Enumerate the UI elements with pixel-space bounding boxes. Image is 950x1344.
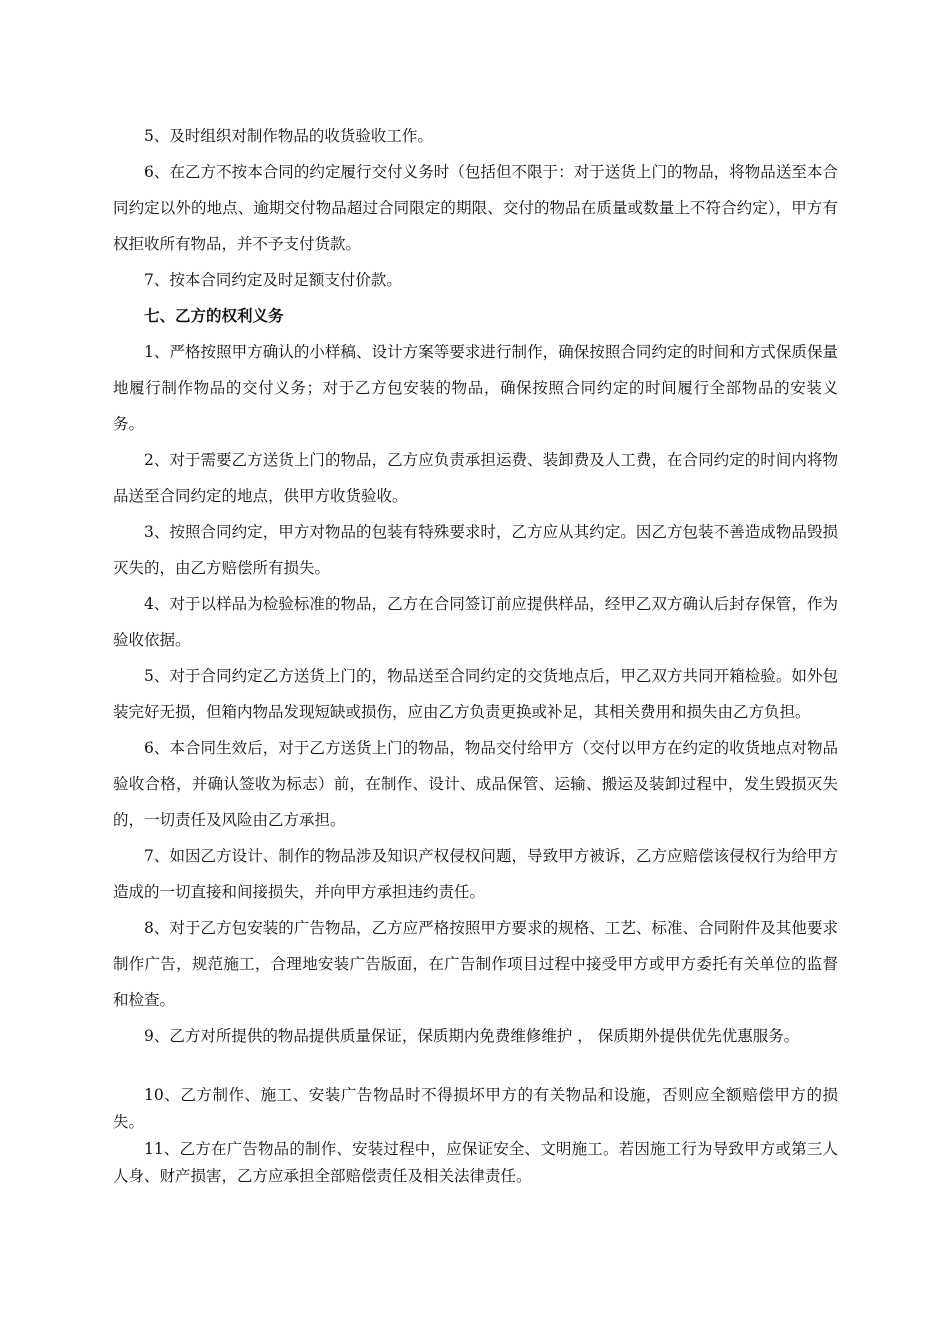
clause-6-6: 6、在乙方不按本合同的约定履行交付义务时（包括但不限于：对于送货上门的物品，将物品送至本合同约定以外的地点、逾期交付物品超过合同限定的期限、交付的物品在质量或数量上不符合约定），甲方有权拒收所有物品，并不予支付货款。 [113, 163, 838, 253]
clause-7-11: 11、乙方在广告物品的制作、安装过程中，应保证安全、文明施工。若因施工行为导致甲方或第三人人身、财产损害，乙方应承担全部赔偿责任及相关法律责任。 [113, 1140, 838, 1185]
clause-7-4: 4、对于以样品为检验标准的物品，乙方在合同签订前应提供样品，经甲乙双方确认后封存保管，作为验收依据。 [113, 595, 838, 649]
clause-7-9: 9、乙方对所提供的物品提供质量保证，保质期内免费维修维护 ， 保质期外提供优先优惠服务。 [144, 1027, 800, 1045]
clause-6-7: 7、按本合同约定及时足额支付价款。 [144, 271, 402, 289]
clause-7-6: 6、本合同生效后，对于乙方送货上门的物品，物品交付给甲方（交付以甲方在约定的收货地点对物品验收合格，并确认签收为标志）前，在制作、设计、成品保管、运输、搬运及装卸过程中，发生毁损灭失的，一切责任及风险由乙方承担。 [113, 739, 838, 829]
section-7-heading: 七、乙方的权利义务 [144, 307, 284, 325]
clause-7-10: 10、乙方制作、施工、安装广告物品时不得损坏甲方的有关物品和设施，否则应全额赔偿甲方的损失。 [113, 1086, 838, 1131]
clause-7-3: 3、按照合同约定，甲方对物品的包装有特殊要求时，乙方应从其约定。因乙方包装不善造成物品毁损灭失的，由乙方赔偿所有损失。 [113, 523, 838, 577]
spacer [113, 1054, 838, 1082]
clause-7-1: 1、严格按照甲方确认的小样稿、设计方案等要求进行制作，确保按照合同约定的时间和方式保质保量地履行制作物品的交付义务；对于乙方包安装的物品，确保按照合同约定的时间履行全部物品的安装义务。 [113, 343, 838, 433]
contract-body [113, 118, 838, 1190]
clause-6-5: 5、及时组织对制作物品的收货验收工作。 [144, 127, 433, 145]
clause-7-7: 7、如因乙方设计、制作的物品涉及知识产权侵权问题，导致甲方被诉，乙方应赔偿该侵权行为给甲方造成的一切直接和间接损失，并向甲方承担违约责任。 [113, 847, 838, 901]
clause-7-2: 2、对于需要乙方送货上门的物品，乙方应负责承担运费、装卸费及人工费，在合同约定的时间内将物品送至合同约定的地点，供甲方收货验收。 [113, 451, 838, 505]
clause-7-5: 5、对于合同约定乙方送货上门的，物品送至合同约定的交货地点后，甲乙双方共同开箱检验。如外包装完好无损，但箱内物品发现短缺或损伤，应由乙方负责更换或补足，其相关费用和损失由乙方负担。 [113, 667, 838, 721]
clause-7-8: 8、对于乙方包安装的广告物品，乙方应严格按照甲方要求的规格、工艺、标准、合同附件及其他要求制作广告，规范施工，合理地安装广告版面，在广告制作项目过程中接受甲方或甲方委托有关单位的监督和检查。 [113, 919, 838, 1009]
